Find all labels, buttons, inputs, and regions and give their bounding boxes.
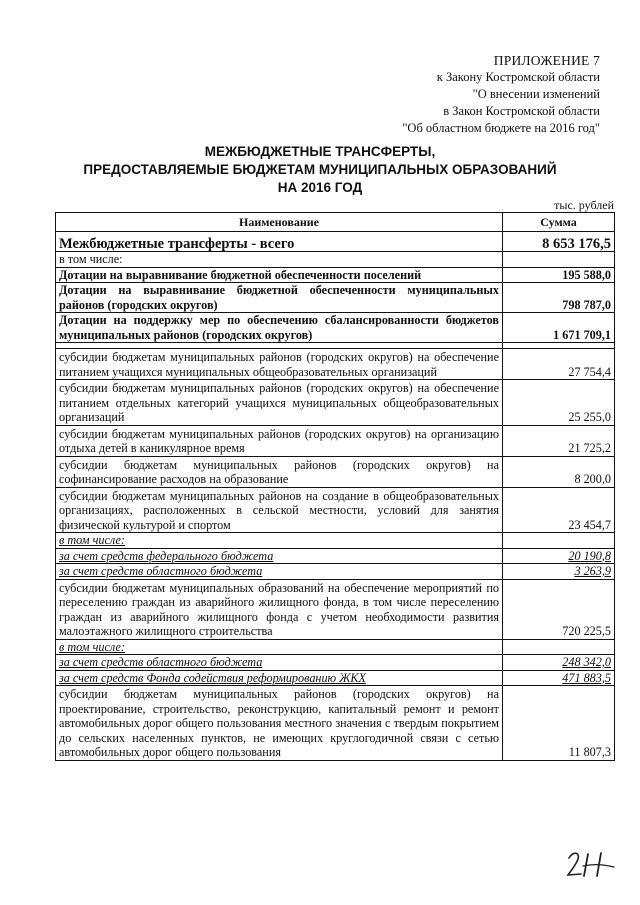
appendix-line: к Закону Костромской области bbox=[436, 70, 600, 84]
table-row bbox=[56, 533, 615, 549]
appendix-block bbox=[402, 52, 600, 137]
row-amount bbox=[503, 639, 615, 655]
row-name: субсидии бюджетам муниципальных районов (городских округов) на софинансирование расходов на образование bbox=[56, 456, 503, 487]
row-amount: 20 190,8 bbox=[503, 548, 615, 564]
table-row bbox=[56, 564, 615, 580]
table-row bbox=[56, 252, 615, 268]
row-name: в том числе: bbox=[56, 252, 503, 268]
row-amount: 27 754,4 bbox=[503, 349, 615, 380]
row-amount: 248 342,0 bbox=[503, 655, 615, 671]
table-row bbox=[56, 232, 615, 252]
table-row bbox=[56, 579, 615, 639]
table-row bbox=[56, 313, 615, 343]
row-amount: 21 725,2 bbox=[503, 425, 615, 456]
row-name: за счет средств областного бюджета bbox=[56, 655, 503, 671]
row-name: субсидии бюджетам муниципальных районов (городских округов) на организацию отдыха детей в каникулярное время bbox=[56, 425, 503, 456]
appendix-line: "Об областном бюджете на 2016 год" bbox=[402, 121, 600, 135]
row-name: Межбюджетные трансферты - всего bbox=[56, 232, 503, 252]
title-line: НА 2016 ГОД bbox=[277, 180, 363, 195]
row-name: за счет средств Фонда содействия реформированию ЖКХ bbox=[56, 670, 503, 686]
handwritten-page-number bbox=[566, 848, 618, 880]
title-line: МЕЖБЮДЖЕТНЫЕ ТРАНСФЕРТЫ, bbox=[204, 144, 436, 159]
table-header-row bbox=[56, 213, 615, 232]
row-amount: 471 883,5 bbox=[503, 670, 615, 686]
appendix-line: ПРИЛОЖЕНИЕ 7 bbox=[493, 53, 600, 68]
header-amount: Сумма bbox=[503, 213, 615, 232]
table-row bbox=[56, 425, 615, 456]
table-row bbox=[56, 639, 615, 655]
row-name: Дотации на выравнивание бюджетной обеспеченности муниципальных районов (городских округов) bbox=[56, 283, 503, 313]
row-name: за счет средств областного бюджета bbox=[56, 564, 503, 580]
row-name: Дотации на выравнивание бюджетной обеспеченности поселений bbox=[56, 267, 503, 283]
row-amount: 23 454,7 bbox=[503, 487, 615, 533]
row-amount: 1 671 709,1 bbox=[503, 313, 615, 343]
appendix-line: "О внесении изменений bbox=[472, 87, 600, 101]
table-row bbox=[56, 655, 615, 671]
row-name: Дотации на поддержку мер по обеспечению сбалансированности бюджетов муниципальных районов (городских округов) bbox=[56, 313, 503, 343]
row-amount: 8 200,0 bbox=[503, 456, 615, 487]
table-row bbox=[56, 349, 615, 380]
header-name: Наименование bbox=[56, 213, 503, 232]
title-line: ПРЕДОСТАВЛЯЕМЫЕ БЮДЖЕТАМ МУНИЦИПАЛЬНЫХ ОБРАЗОВАНИЙ bbox=[83, 162, 557, 177]
row-amount: 195 588,0 bbox=[503, 267, 615, 283]
row-amount: 25 255,0 bbox=[503, 380, 615, 426]
table-row bbox=[56, 548, 615, 564]
appendix-line: в Закон Костромской области bbox=[443, 104, 600, 118]
table-row bbox=[56, 487, 615, 533]
row-name: субсидии бюджетам муниципальных районов (городских округов) на обеспечение питанием отдельных категорий учащихся муниципальных общеобразовательных организаций bbox=[56, 380, 503, 426]
row-amount: 11 807,3 bbox=[503, 686, 615, 761]
row-name: субсидии бюджетам муниципальных районов (городских округов) на обеспечение питанием учащихся муниципальных общеобразовательных организаций bbox=[56, 349, 503, 380]
table-row bbox=[56, 456, 615, 487]
table-row bbox=[56, 686, 615, 761]
row-amount: 3 263,9 bbox=[503, 564, 615, 580]
table-row bbox=[56, 283, 615, 313]
row-name: субсидии бюджетам муниципальных районов на создание в общеобразовательных организациях, расположенных в сельской местности, условий для занятия физической культурой и спортом bbox=[56, 487, 503, 533]
row-name: в том числе: bbox=[56, 533, 503, 549]
document-title bbox=[0, 143, 640, 197]
row-name: субсидии бюджетам муниципальных районов (городских округов) на проектирование, строительство, реконструкцию, капитальный ремонт и ремонт автомобильных дорог общего пользования местного значения с твердым покрытием до сельских населенных пунктов, не имеющих круглогодичной связи с сетью автомобильных дорог общего пользования bbox=[56, 686, 503, 761]
row-amount: 720 225,5 bbox=[503, 579, 615, 639]
row-name: за счет средств федерального бюджета bbox=[56, 548, 503, 564]
row-amount: 798 787,0 bbox=[503, 283, 615, 313]
transfers-table bbox=[55, 212, 615, 761]
table-row bbox=[56, 380, 615, 426]
row-name: субсидии бюджетам муниципальных образований на обеспечение мероприятий по переселению граждан из аварийного жилищного фонда, в том числе переселению граждан из аварийного жилищного фонда с учетом необходимости развития малоэтажного жилищного строительства bbox=[56, 579, 503, 639]
table-row bbox=[56, 670, 615, 686]
row-amount bbox=[503, 252, 615, 268]
row-amount: 8 653 176,5 bbox=[503, 232, 615, 252]
unit-label: тыс. рублей bbox=[554, 198, 614, 212]
table-row bbox=[56, 267, 615, 283]
row-name: в том числе: bbox=[56, 639, 503, 655]
row-amount bbox=[503, 533, 615, 549]
